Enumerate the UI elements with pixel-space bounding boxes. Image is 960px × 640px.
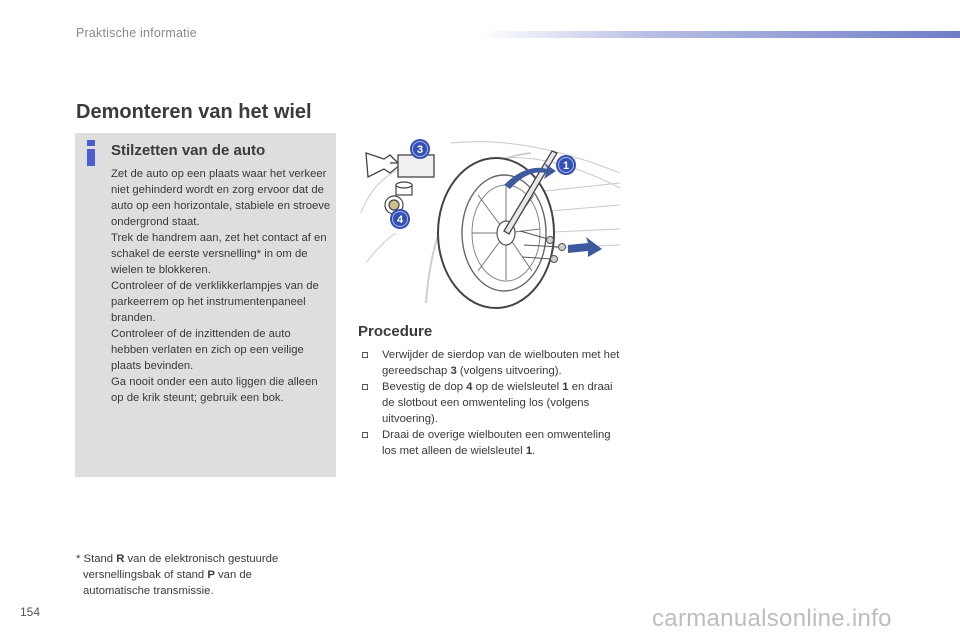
callout-3	[410, 139, 430, 159]
info-paragraph: Zet de auto op een plaats waar het verkeer niet gehinderd wordt en zorg ervoor dat de auto op een horizontale, stabiele en stroeve ondergrond staat.	[111, 168, 331, 228]
info-paragraph: Trek de handrem aan, zet het contact af en schakel de eerste versnelling* in om de wielen te blokkeren.	[111, 232, 327, 276]
svg-text:1: 1	[562, 160, 570, 172]
checkbox-bullet-icon	[362, 384, 368, 390]
info-icon	[84, 139, 98, 167]
watermark: carmanualsonline.info	[652, 605, 892, 632]
procedure-title: Procedure	[358, 323, 433, 340]
info-paragraph: Controleer of de inzittenden de auto hebben verlaten en zich op een veilige plaats bevinden.	[111, 328, 304, 372]
removal-arrow	[568, 237, 602, 257]
svg-text:3: 3	[416, 144, 424, 156]
callout-1	[556, 155, 576, 175]
list-item: Draai de overige wielbouten een omwenteling los met alleen de wielsleutel 1.	[362, 427, 622, 459]
header-gradient-bar	[480, 31, 960, 38]
svg-text:4: 4	[396, 214, 404, 226]
info-paragraph: Controleer of de verklikkerlampjes van de parkeerrem op het instrumentenpaneel branden.	[111, 280, 319, 324]
callout-4	[390, 209, 410, 229]
info-body	[111, 166, 331, 406]
checkbox-bullet-icon	[362, 352, 368, 358]
page-number: 154	[20, 605, 41, 619]
procedure-steps	[362, 347, 622, 459]
info-paragraph: Ga nooit onder een auto liggen die alleen op de krik steunt; gebruik een bok.	[111, 376, 318, 404]
checkbox-bullet-icon	[362, 432, 368, 438]
list-item: Bevestig de dop 4 op de wielsleutel 1 en draai de slotbout een omwenteling los (volgens uitvoering).	[362, 379, 622, 427]
footnote: * Stand R van de elektronisch gestuurde versnellingsbak of stand P van de automatische transmissie.	[76, 553, 279, 597]
list-item: Verwijder de sierdop van de wielbouten met het gereedschap 3 (volgens uitvoering).	[362, 347, 622, 379]
page-title: Demonteren van het wiel	[76, 101, 312, 123]
section-header: Praktische informatie	[76, 26, 197, 40]
wheel-removal-illustration	[356, 133, 620, 311]
info-title: Stilzetten van de auto	[111, 142, 266, 159]
